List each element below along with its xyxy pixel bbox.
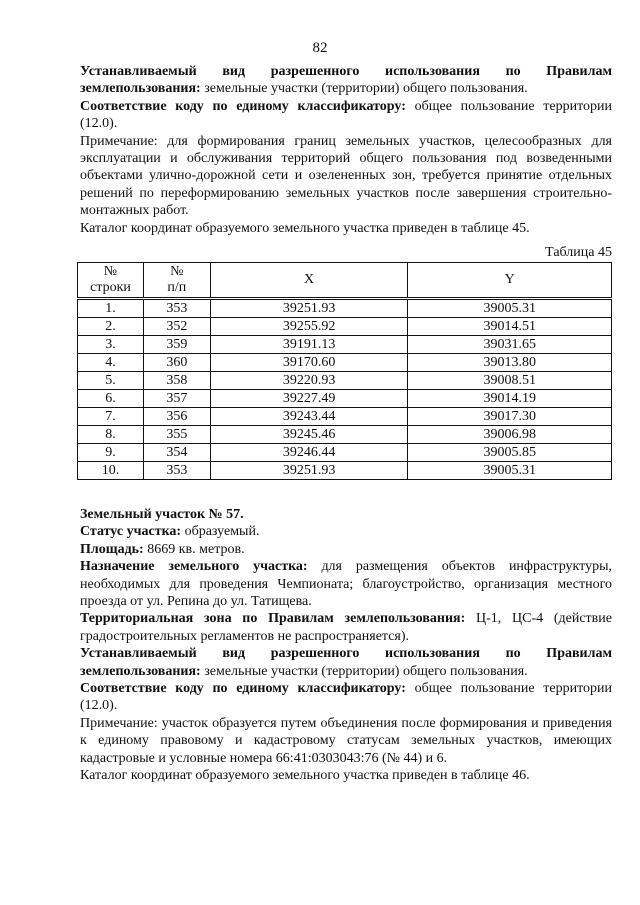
catalog-reference-2: Каталог координат образуемого земельного участка приведен в таблице 46. — [80, 768, 530, 784]
purpose-paragraph — [80, 558, 612, 610]
table-row: 1. 353 39251.93 39005.31 — [78, 299, 612, 318]
table-row: 4. 360 39170.60 39013.80 — [78, 354, 612, 372]
permitted-use-value-2: земельные участки (территории) общего пользования. — [200, 663, 528, 679]
header-point-number: № п/п — [143, 263, 210, 299]
permitted-use-value: земельные участки (территории) общего пользования. — [200, 81, 528, 97]
table-row: 9. 354 39246.44 39005.85 — [78, 444, 612, 462]
permitted-use-label: Устанавливаемый вид разрешенного использования по Правилам землепользования: — [80, 64, 612, 97]
permitted-use-paragraph — [80, 63, 612, 98]
classifier-value-2: общее пользование территории (12.0). — [80, 681, 612, 714]
header-row-number: № строки — [78, 263, 144, 299]
section-plot-57 — [80, 506, 612, 785]
plot-title: Земельный участок № 57. — [80, 507, 244, 522]
table-row: 6. 357 39227.49 39014.19 — [78, 390, 612, 408]
zone-value: Ц-1, ЦС-4 (действие градостроительных регламентов не распространяется). — [80, 611, 612, 644]
permitted-use-label-2: Устанавливаемый вид разрешенного использования по Правилам землепользования: — [80, 646, 612, 679]
table-row: 2. 352 39255.92 39014.51 — [78, 318, 612, 336]
table-row: 3. 359 39191.13 39031.65 — [78, 336, 612, 354]
classifier-paragraph-2 — [80, 680, 612, 715]
header-x: X — [210, 263, 408, 299]
classifier-label-2: Соответствие коду по единому классификатору: — [80, 681, 406, 697]
zone-paragraph — [80, 610, 612, 645]
area-value: 8669 кв. метров. — [143, 541, 245, 557]
status-label: Статус участка: — [80, 524, 182, 540]
table-header-row — [78, 263, 612, 299]
header-y: Y — [408, 263, 612, 299]
purpose-label: Назначение земельного участка: — [80, 559, 308, 575]
classifier-value: общее пользование территории (12.0). — [80, 98, 612, 132]
permitted-use-paragraph-2 — [80, 645, 612, 680]
status-value: образуемый. — [181, 524, 260, 540]
table-row: 7. 356 39243.44 39017.30 — [78, 408, 612, 426]
table-row: 5. 358 39220.93 39008.51 — [78, 372, 612, 390]
area-label: Площадь: — [80, 541, 144, 557]
area-paragraph — [80, 541, 612, 558]
status-paragraph — [80, 523, 612, 540]
note-paragraph: Примечание: для формирования границ земельных участков, целесообразных для эксплуатации и обслуживания территорий общего пользования под возведенными объектами улично-дорожной сети и озелененных зон, требуется принятие отдельных решений по переформированию земельных участков после завершения строительно-монтажных работ. — [80, 133, 612, 219]
classifier-paragraph — [80, 98, 612, 133]
table-caption: Таблица 45 — [545, 245, 612, 261]
coordinates-table — [77, 262, 612, 480]
catalog-reference: Каталог координат образуемого земельного участка приведен в таблице 45. — [80, 220, 530, 236]
page-number: 82 — [312, 40, 328, 56]
zone-label: Территориальная зона по Правилам землепользования: — [80, 611, 466, 627]
purpose-value: для размещения объектов инфраструктуры, необходимых для проведения Чемпионата; благоустройство, организация местного проезда от ул. Репина до ул. Татищева. — [80, 559, 612, 610]
classifier-label: Соответствие коду по единому классификатору: — [80, 98, 406, 114]
note-paragraph-2: Примечание: участок образуется путем объединения после формирования и приведения к единому правовому и кадастровому статусам земельных участков, имеющих кадастровые и условные номера 66:41:0303043:76 (№ 44) и 6. — [80, 715, 612, 766]
table-row: 10. 353 39251.93 39005.31 — [78, 462, 612, 480]
section-plot-56-tail — [80, 63, 612, 480]
table-row: 8. 355 39245.46 39006.98 — [78, 426, 612, 444]
